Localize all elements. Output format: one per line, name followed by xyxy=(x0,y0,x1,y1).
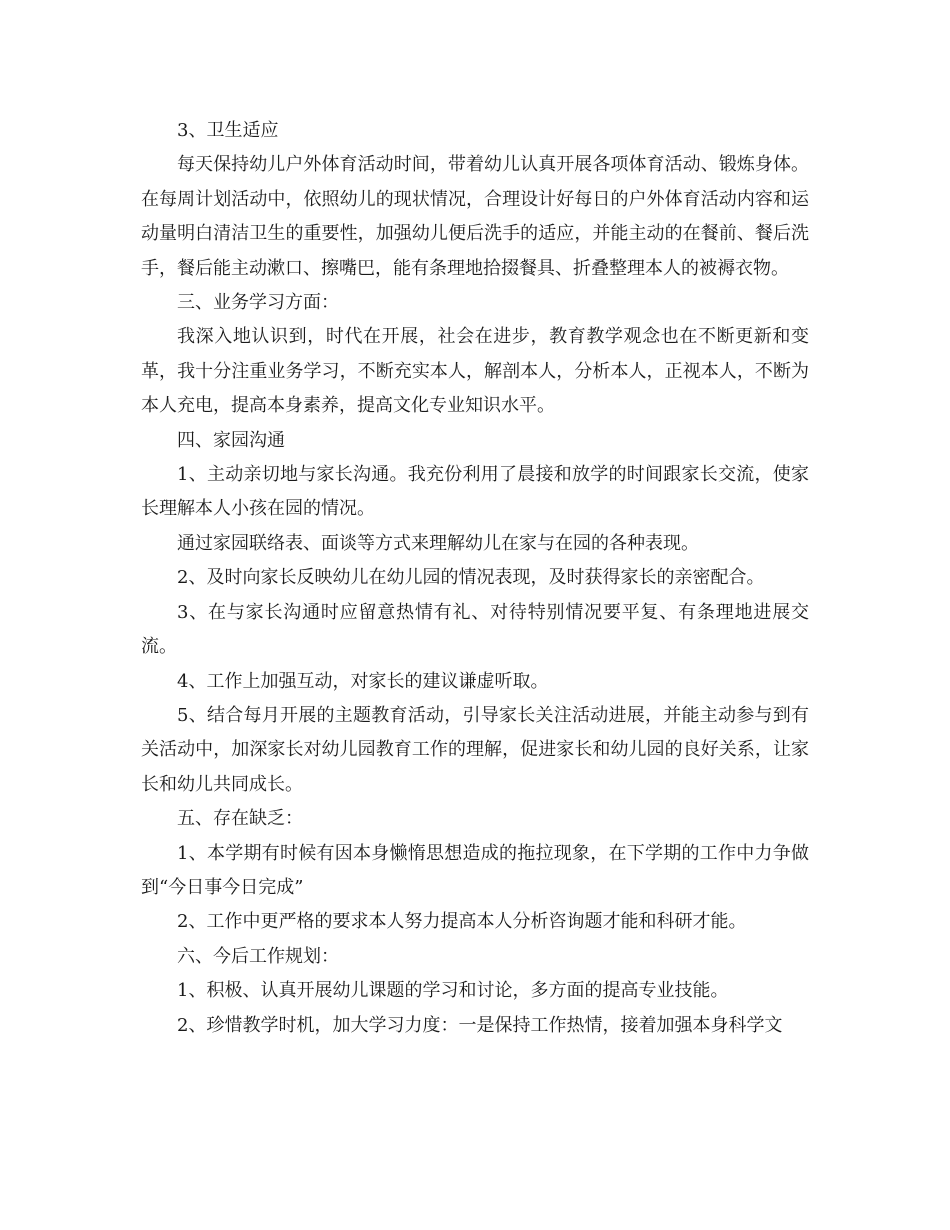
paragraph-hygiene-body: 每天保持幼儿户外体育活动时间，带着幼儿认真开展各项体育活动、锻炼身体。在每周计划活动中，依照幼儿的现状情况，合理设计好每日的户外体育活动内容和运动量明白清洁卫生的重要性，加强幼儿便后洗手的适应，并能主动的在餐前、餐后洗手，餐后能主动漱口、擦嘴巴，能有条理地拾掇餐具、折叠整理本人的被褥衣物。 xyxy=(141,154,809,279)
paragraph-study-body: 我深入地认识到，时代在开展，社会在进步，教育教学观念也在不断更新和变革，我十分注重业务学习，不断充实本人，解剖本人，分析本人，正视本人，不断为本人充电，提高本身素养，提高文化专业知识水平。 xyxy=(141,326,809,417)
paragraph-plan-heading: 六、今后工作规划： xyxy=(177,945,339,967)
paragraph-communication-item-2: 2、及时向家长反映幼儿在幼儿园的情况表现，及时获得家长的亲密配合。 xyxy=(177,567,765,589)
paragraph-communication-item-3: 3、在与家长沟通时应留意热情有礼、对待特别情况要平复、有条理地进展交流。 xyxy=(141,601,809,658)
paragraph-communication-heading: 四、家园沟通 xyxy=(177,429,285,451)
paragraph-communication-item-5: 5、结合每月开展的主题教育活动，引导家长关注活动进展，并能主动参与到有关活动中，加深家长对幼儿园教育工作的理解，促进家长和幼儿园的良好关系，让家长和幼儿共同成长。 xyxy=(141,704,809,795)
paragraph-communication-item-4: 4、工作上加强互动，对家长的建议谦虚听取。 xyxy=(177,670,549,692)
paragraph-communication-methods: 通过家园联络表、面谈等方式来理解幼儿在家与在园的各种表现。 xyxy=(177,532,699,554)
paragraph-plan-item-2: 2、珍惜教学时机，加大学习力度：一是保持工作热情，接着加强本身科学文 xyxy=(177,1014,783,1036)
paragraph-shortcomings-item-2: 2、工作中更严格的要求本人努力提高本人分析咨询题才能和科研才能。 xyxy=(177,911,747,933)
paragraph-hygiene-heading: 3、卫生适应 xyxy=(177,120,279,141)
paragraph-study-heading: 三、业务学习方面： xyxy=(177,292,339,314)
paragraph-shortcomings-heading: 五、存在缺乏： xyxy=(177,808,303,830)
document-body xyxy=(141,114,809,1043)
paragraph-communication-item-1: 1、主动亲切地与家长沟通。我充份利用了晨接和放学的时间跟家长交流，使家长理解本人小孩在园的情况。 xyxy=(141,464,809,520)
paragraph-plan-item-1: 1、积极、认真开展幼儿课题的学习和讨论，多方面的提高专业技能。 xyxy=(177,980,729,1002)
paragraph-shortcomings-item-1: 1、本学期有时候有因本身懒惰思想造成的拖拉现象，在下学期的工作中力争做到“今日事今日完成” xyxy=(141,842,809,898)
